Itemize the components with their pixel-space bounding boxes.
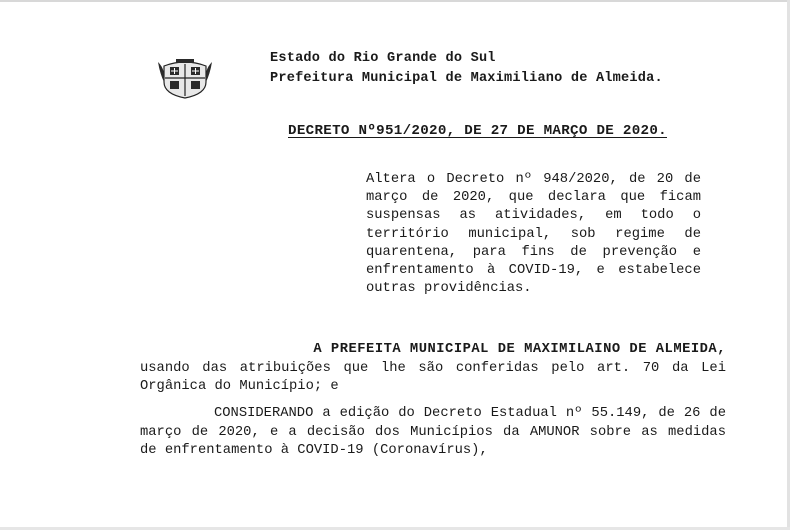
considering-text: CONSIDERANDO a edição do Decreto Estadual nº 55.149, de 26 de março de 2020, e a decisão dos Municípios da AMUNOR sobre as medidas de enfrentamento à COVID-19 (Coronavírus), [140, 406, 726, 459]
decree-ementa [366, 171, 701, 298]
preamble-rest: usando das atribuições que lhe são conferidas pelo art. 70 da Lei Orgânica do Município; e [140, 360, 726, 395]
preamble-paragraph [140, 341, 726, 397]
letterhead-municipality: Prefeitura Municipal de Maximiliano de Almeida. [270, 71, 663, 86]
coat-of-arms-icon [156, 56, 214, 100]
considering-paragraph [140, 405, 726, 461]
decree-title: DECRETO Nº951/2020, DE 27 DE MARÇO DE 2020. [288, 123, 667, 139]
letterhead-state: Estado do Rio Grande do Sul [270, 51, 496, 66]
page-border-top [0, 0, 790, 2]
ementa-text: Altera o Decreto nº 948/2020, de 20 de março de 2020, que declara que ficam suspensas as atividades, em todo o território municipal, sob regime de quarentena, para fins de prevenção e enfrentamento à COVID-19, e estabelece outras providências. [366, 172, 701, 297]
preamble-lead: A PREFEITA MUNICIPAL DE MAXIMILAINO DE ALMEIDA, [313, 342, 726, 357]
letterhead [270, 52, 663, 88]
